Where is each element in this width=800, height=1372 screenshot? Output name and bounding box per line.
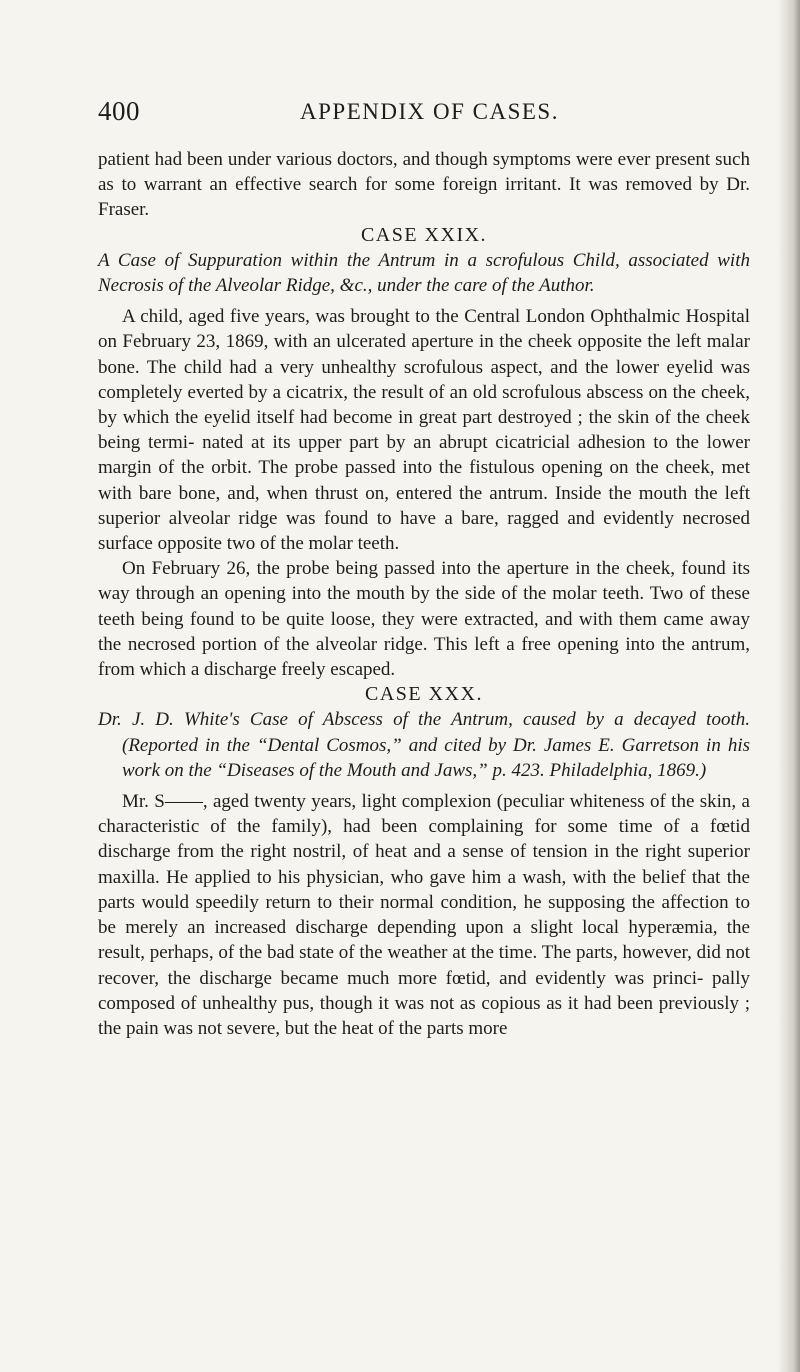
case-29-heading: CASE XXIX. [360,223,488,246]
case-29-title: A Case of Suppuration within the Antrum in a scrofulous Child, associated with Necrosis of the Alveolar Ridge, &c., under the care of the Author. [98,249,750,297]
running-header [0,96,800,132]
case-29-paragraph-2: On February 26, the probe being passed into the aperture in the cheek, found its way through an opening into the mouth by the side of the molar teeth. Two of these teeth being found to be quite loose, they were extracted, and with them came away the necrosed portion of the alveolar ridge. This left a free opening into the antrum, from which a discharge freely escaped. [98,558,750,681]
case-29-paragraph-1: A child, aged five years, was brought to the Central London Ophthalmic Hospital on February 23, 1869, with an ulcerated aperture in the cheek opposite the left malar bone. The child had a very unhealthy scrofulous aspect, and the lower eyelid was completely everted by a cicatrix, the result of an old scrofulous abscess on the cheek, by which the eyelid itself had become in great part destroyed ; the skin of the cheek being termi- nated at its upper part by an abrupt cicatricial adhesion to the lower margin of the orbit. The probe passed into the fistulous opening on the cheek, met with bare bone, and, when thrust on, entered the antrum. Inside the mouth the left superior alveolar ridge was found to have a bare, ragged and evidently necrosed surface opposite two of the molar teeth. [98,306,750,555]
case-30-paragraph-1: Mr. S——, aged twenty years, light complexion (peculiar whiteness of the skin, a characteristic of the family), had been complaining for some time of a fœtid discharge from the right nostril, of heat and a sense of tension in the right superior maxilla. He applied to his physician, who gave him a wash, with the belief that the parts would speedily return to their normal condition, he supposing the affection to be merely an increased discharge depending upon a slight local hyperæmia, the result, perhaps, of the bad state of the weather at the time. The parts, however, did not recover, the discharge became much more fœtid, and evidently was princi- pally composed of unhealthy pus, though it was not as copious as it had been previously ; the pain was not severe, but the heat of the parts more [98,791,750,1039]
page-edge-shadow [778,0,800,1372]
case-30-heading: CASE XXX. [365,683,483,706]
intro-paragraph: patient had been under various doctors, and though symptoms were ever present such as to warrant an effective search for some foreign irritant. It was removed by Dr. Fraser. [98,149,750,221]
running-title: APPENDIX OF CASES. [300,99,559,124]
case-30-title: Dr. J. D. White's Case of Abscess of the Antrum, caused by a decayed tooth. (Reported in the “Dental Cosmos,” and cited by Dr. James E. Garretson in his work on the “Diseases of the Mouth and Jaws,” p. 423. Philadelphia, 1869.) [98,709,750,781]
page-number: 400 [98,96,140,126]
body-text [98,147,750,1041]
